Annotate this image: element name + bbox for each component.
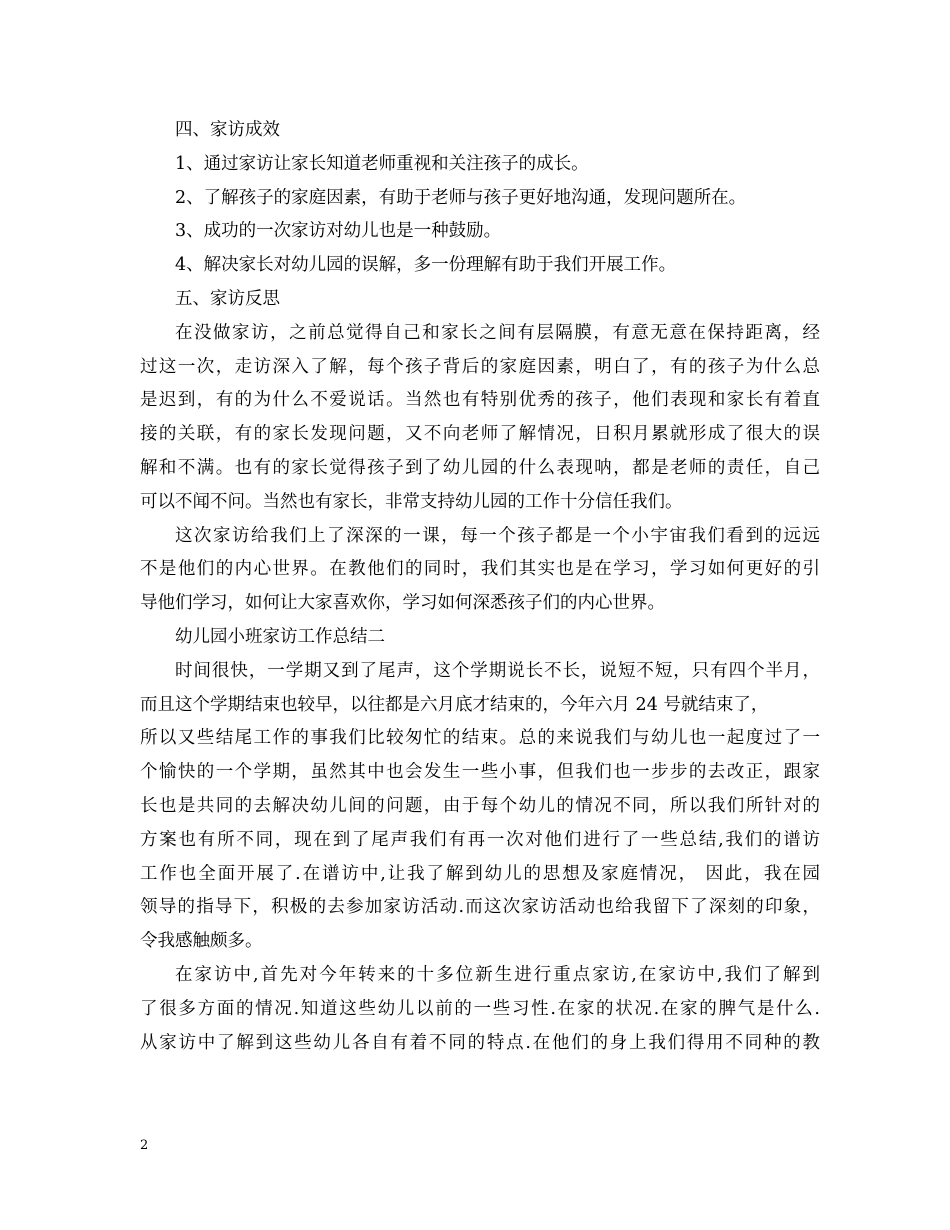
text-line: 长也是共同的去解决幼儿间的问题，由于每个幼儿的情况不同，所以我们所针对的 [140, 795, 820, 816]
text-line: 领导的指导下，积极的去参加家访活动.而这次家访活动也给我留下了深刻的印象， [140, 897, 820, 918]
text-line: 1、通过家访让家长知道老师重视和关注孩子的成长。 [175, 153, 589, 174]
text-line: 过这一次，走访深入了解，每个孩子背后的家庭因素，明白了，有的孩子为什么总 [140, 356, 820, 377]
text-line: 从家访中了解到这些幼儿各自有着不同的特点.在他们的身上我们得用不同种的教 [140, 1032, 820, 1053]
text-line: 个愉快的一个学期，虽然其中也会发生一些小事，但我们也一步步的去改正，跟家 [140, 762, 820, 783]
text-line: 在没做家访，之前总觉得自己和家长之间有层隔膜，有意无意在保持距离，经 [175, 322, 820, 343]
text-line: 3、成功的一次家访对幼儿也是一种鼓励。 [175, 221, 502, 242]
text-line: 导他们学习，如何让大家喜欢你，学习如何深悉孩子们的内心世界。 [140, 593, 665, 614]
text-line: 2、了解孩子的家庭因素，有助于老师与孩子更好地沟通，发现问题所在。 [175, 187, 747, 208]
page-number: 2 [140, 1138, 149, 1153]
text-line: 四、家访成效 [175, 120, 280, 140]
text-line: 而且这个学期结束也较早，以往都是六月底才结束的，今年六月 24 号就结束了， [140, 694, 769, 715]
text-line: 4、解决家长对幼儿园的误解，多一份理解有助于我们开展工作。 [175, 255, 677, 276]
text-line: 接的关联，有的家长发现问题，又不向老师了解情况，日积月累就形成了很大的误 [140, 424, 820, 445]
text-line: 令我感触颇多。 [140, 931, 263, 952]
text-line: 五、家访反思 [175, 288, 280, 309]
text-line: 所以又些结尾工作的事我们比较匆忙的结束。总的来说我们与幼儿也一起度过了一 [140, 728, 820, 749]
document-body [140, 114, 820, 1060]
text-line: 幼儿园小班家访工作总结二 [175, 626, 385, 647]
text-line: 时间很快，一学期又到了尾声，这个学期说长不长，说短不短，只有四个半月， [175, 660, 820, 681]
text-line: 解和不满。也有的家长觉得孩子到了幼儿园的什么表现呐，都是老师的责任，自己 [140, 457, 820, 478]
text-line: 了很多方面的情况.知道这些幼儿以前的一些习性.在家的状况.在家的脾气是什么. [140, 998, 820, 1019]
text-line: 是迟到，有的为什么不爱说话。当然也有特别优秀的孩子，他们表现和家长有着直 [140, 390, 820, 411]
text-line: 这次家访给我们上了深深的一课，每一个孩子都是一个小宇宙我们看到的远远 [175, 525, 820, 546]
text-line: 不是他们的内心世界。在教他们的同时，我们其实也是在学习，学习如何更好的引 [140, 559, 820, 580]
text-line: 工作也全面开展了.在谱访中,让我了解到幼儿的思想及家庭情况， 因此，我在园 [140, 863, 820, 884]
text-line: 可以不闻不问。当然也有家长，非常支持幼儿园的工作十分信任我们。 [140, 491, 683, 512]
text-line: 在家访中,首先对今年转来的十多位新生进行重点家访,在家访中,我们了解到 [175, 964, 820, 985]
text-line: 方案也有所不同，现在到了尾声我们有再一次对他们进行了一些总结,我们的谱访 [140, 829, 820, 850]
